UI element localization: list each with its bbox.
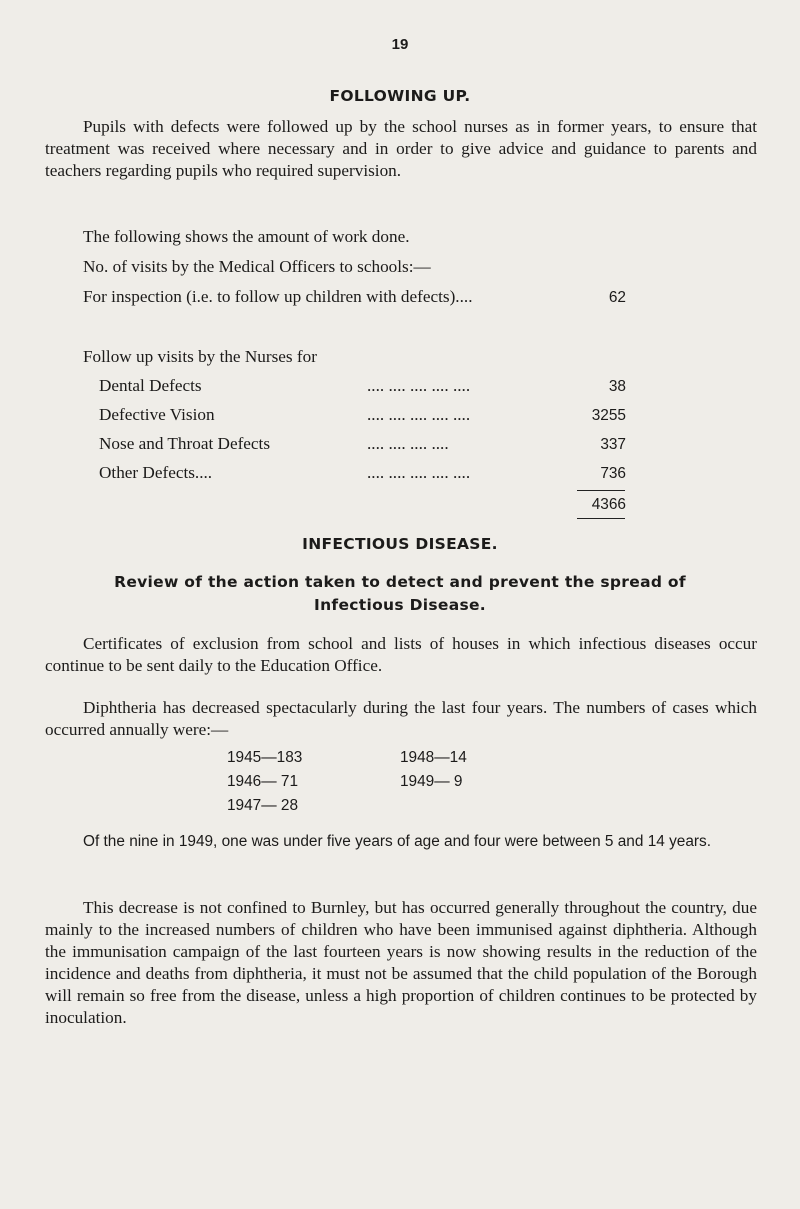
row-value: 3255 — [591, 407, 626, 424]
row-value: 38 — [608, 378, 626, 395]
row-label: Other Defects.... — [99, 463, 213, 482]
leader-dots: .... .... .... .... .... — [367, 463, 471, 482]
nine-cases-paragraph: Of the nine in 1949, one was under five years of age and four were between 5 and 14 years. — [83, 833, 712, 850]
year-cases: 1949— 9 — [400, 773, 463, 790]
year-cases: 1945—183 — [227, 749, 303, 766]
review-subheading-line1: Review of the action taken to detect and prevent the spread of — [114, 573, 686, 591]
following-up-heading: FOLLOWING UP. — [329, 87, 471, 105]
page-number: 19 — [391, 36, 409, 53]
row-label: Nose and Throat Defects — [99, 434, 271, 453]
year-cases: 1948—14 — [400, 749, 467, 766]
infectious-disease-heading: INFECTIOUS DISEASE. — [302, 535, 498, 553]
inspection-label: For inspection (i.e. to follow up children with defects).... — [83, 287, 473, 306]
row-value: 337 — [600, 436, 626, 453]
year-cases: 1947— 28 — [227, 797, 299, 814]
following-up-intro: Pupils with defects were followed up by the school nurses as in former years, to ensure that treatment was received where necessary and in order to give advice and guidance to parents and teachers regarding pupils who required supervision. — [45, 117, 757, 180]
diphtheria-paragraph: Diphtheria has decreased spectacularly during the last four years. The numbers of cases which occurred annually were:— — [45, 698, 757, 739]
inspection-value: 62 — [608, 289, 626, 306]
leader-dots: .... .... .... .... .... — [367, 405, 471, 424]
leader-dots: .... .... .... .... — [367, 434, 449, 453]
decrease-paragraph: This decrease is not confined to Burnley, but has occurred generally throughout the country, due mainly to the increased numbers of children who have been immunised against diphtheria. Although the immunisation campaign of the last fourteen years is now showing results in the reduction of the incidence and deaths from diphtheria, it must not be assumed that the child population of the Borough will remain so free from the disease, unless a high proportion of children continues to be protected by inoculation. — [45, 898, 757, 1027]
work-done-line: The following shows the amount of work done. — [83, 227, 410, 246]
row-label: Dental Defects — [99, 376, 202, 395]
certificates-paragraph: Certificates of exclusion from school and lists of houses in which infectious diseases occur continue to be sent daily to the Education Office. — [45, 634, 757, 675]
review-subheading-line2: Infectious Disease. — [314, 596, 486, 614]
nurses-label: Follow up visits by the Nurses for — [83, 347, 317, 366]
total-value: 4366 — [591, 496, 626, 513]
year-cases: 1946— 71 — [227, 773, 299, 790]
row-value: 736 — [600, 465, 626, 482]
total-rule-bottom — [577, 518, 625, 519]
total-rule-top — [577, 490, 625, 491]
visits-label: No. of visits by the Medical Officers to schools:— — [83, 257, 431, 276]
leader-dots: .... .... .... .... .... — [367, 376, 471, 395]
row-label: Defective Vision — [99, 405, 215, 424]
